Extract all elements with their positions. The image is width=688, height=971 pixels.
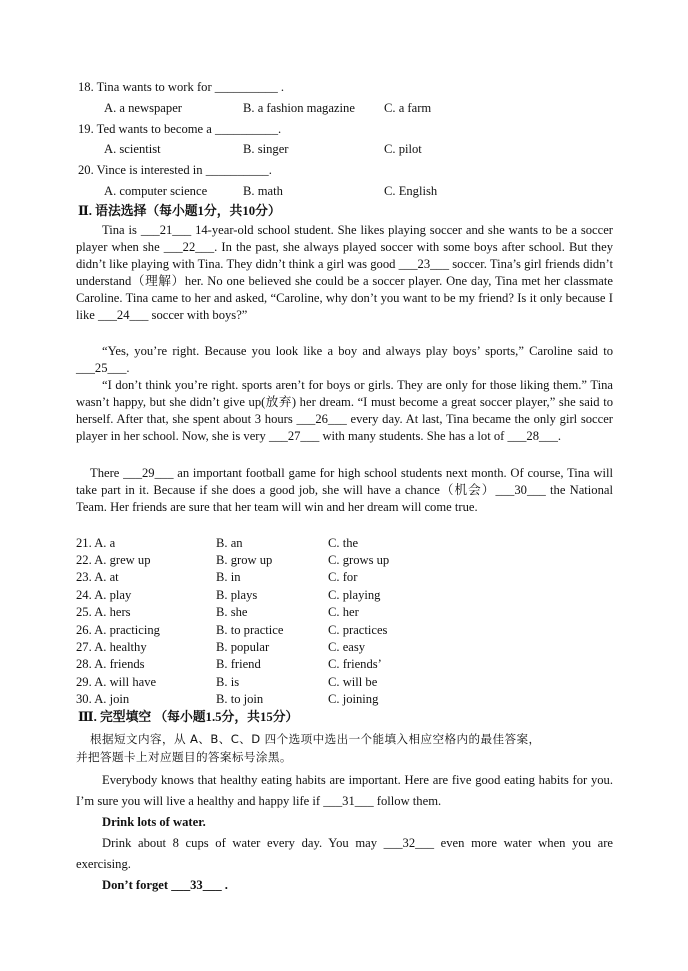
option-b: B. an [216,536,243,550]
option-a: A. computer science [104,184,208,198]
option-c: C. her [328,605,359,619]
question-text: 20. Vince is interested in __________. [78,163,272,177]
option-a: 25. A. hers [76,605,131,619]
section-header-cloze: Ⅲ. 完型填空 （每小题1.5分，共15分） [78,710,299,724]
option-a: 29. A. will have [76,675,157,689]
options-21 [0,534,688,552]
option-b: B. popular [216,640,270,654]
option-c: C. will be [328,675,378,689]
options-19 [0,140,688,158]
option-c: C. easy [328,640,366,654]
grammar-paragraph-4: There ___29___ an important football game for high school students next month. Of course, Tina will take part in it. Because if she does a good job, she will have a chance（机会）___30___ the National Team. Her friends are sure that her team will win and her dream will come true. [76,466,613,514]
options-23 [0,568,688,586]
option-c: C. joining [328,692,379,706]
option-b: B. a fashion magazine [243,101,355,115]
option-a: 30. A. join [76,692,130,706]
option-b: B. plays [216,588,258,602]
option-c: C. friends’ [328,657,382,671]
option-a: A. a newspaper [104,101,182,115]
grammar-paragraph-2: “Yes, you’re right. Because you look like a boy and always play boys’ sports,” Caroline said to ___25___. [76,344,613,375]
option-c: C. practices [328,623,388,637]
option-c: C. for [328,570,358,584]
question-text: 18. Tina wants to work for __________ . [78,80,285,94]
option-c: C. a farm [384,101,432,115]
cloze-instruction-line-2: 并把答题卡上对应题目的答案标号涂黑。 [76,750,292,764]
option-a: A. scientist [104,142,161,156]
option-b: B. in [216,570,241,584]
option-b: B. math [243,184,283,198]
grammar-paragraph-3: “I don’t think you’re right. sports aren’t for boys or girls. They are only for those liking them.” Tina wasn’t happy, but she didn’t give up(放弃) her dream. “I must become a great soccer player,” she said to herself. After that, she spent about 3 hours ___26___ every day. At last, Tina became the only girl soccer player in her school. Now, she is very ___27___ with many students. She has a lot of ___28___. [76,378,613,443]
option-c: C. English [384,184,438,198]
cloze-instruction-line-1: 根据短文内容，从 A、B、C、D 四个选项中选出一个能填入相应空格内的最佳答案， [90,732,541,746]
options-25 [0,603,688,621]
question-text: 19. Ted wants to become a __________. [78,122,282,136]
option-b: B. grow up [216,553,273,567]
option-b: B. is [216,675,240,689]
options-22 [0,551,688,569]
option-a: 28. A. friends [76,657,145,671]
option-c: C. grows up [328,553,390,567]
grammar-paragraph-1: Tina is ___21___ 14-year-old school student. She likes playing soccer and she wants to be a soccer player when she ___22___. In the past, she always played soccer with some boys after school. But they didn’t like playing with Tina. They didn’t think a girl was good ___23___ soccer. Tina’s girl friends didn’t understand（理解）her. No one believed she could be a soccer player. One day, Tina met her classmate Caroline. Tina came to her and asked, “Caroline, why don’t you want to be my friend? Is it only because I like ___24___ soccer with boys?” [76,223,613,322]
options-28 [0,655,688,673]
options-20 [0,182,688,200]
cloze-paragraph-2: Drink about 8 cups of water every day. You may ___32___ even more water when you are exercising. [76,836,613,871]
option-b: B. singer [243,142,289,156]
cloze-subheading-2: Don’t forget ___33___ . [102,878,228,892]
option-a: 23. A. at [76,570,119,584]
question-20 [0,161,688,179]
option-b: B. to practice [216,623,284,637]
option-a: 21. A. a [76,536,116,550]
options-29 [0,673,688,691]
option-b: B. to join [216,692,264,706]
option-c: C. pilot [384,142,422,156]
option-b: B. she [216,605,248,619]
options-30 [0,690,688,708]
option-a: 27. A. healthy [76,640,147,654]
options-18 [0,99,688,117]
options-27 [0,638,688,656]
option-b: B. friend [216,657,261,671]
options-24 [0,586,688,604]
option-c: C. playing [328,588,381,602]
cloze-subheading-1: Drink lots of water. [102,815,206,829]
section-header-grammar: Ⅱ. 语法选择（每小题1分，共10分） [78,204,281,218]
option-a: 26. A. practicing [76,623,160,637]
option-a: 24. A. play [76,588,132,602]
question-19 [0,120,688,138]
option-a: 22. A. grew up [76,553,151,567]
question-18 [0,78,688,96]
option-c: C. the [328,536,359,550]
options-26 [0,621,688,639]
cloze-paragraph-1: Everybody knows that healthy eating habits are important. Here are five good eating habits for you. I’m sure you will live a healthy and happy life if ___31___ follow them. [76,773,613,808]
